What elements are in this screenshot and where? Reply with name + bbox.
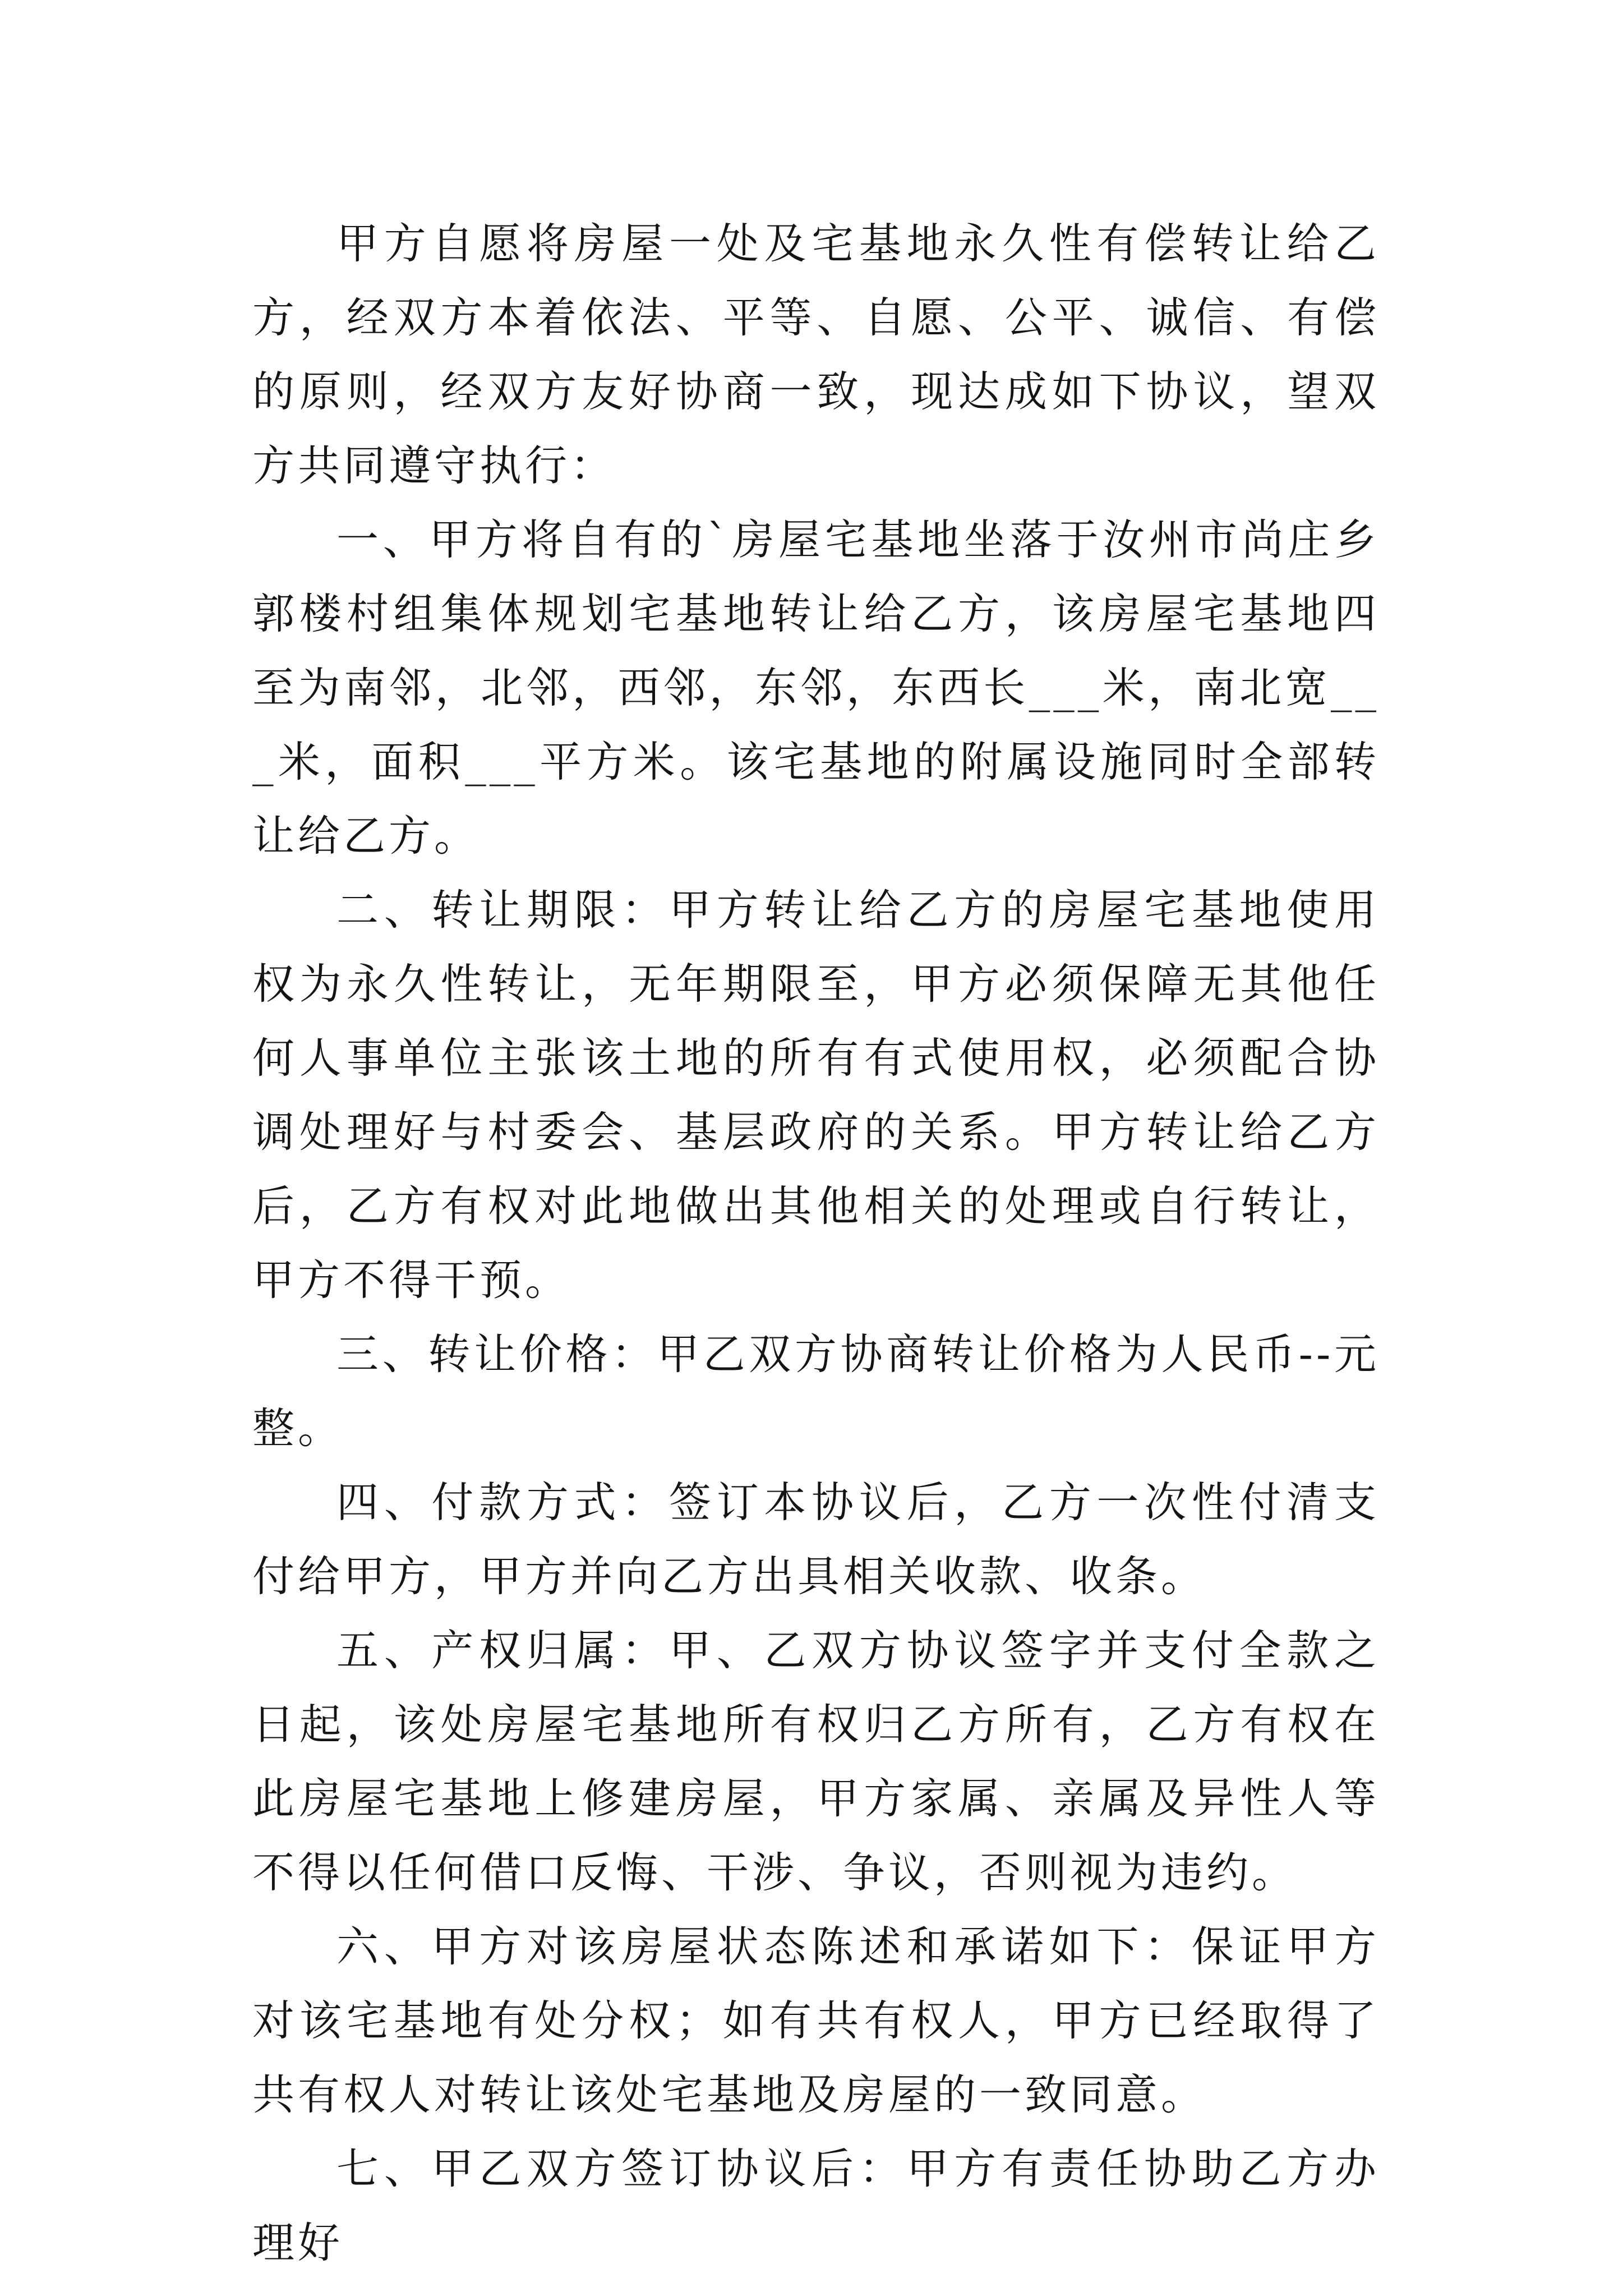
paragraph-preamble: 甲方自愿将房屋一处及宅基地永久性有偿转让给乙方，经双方本着依法、平等、自愿、公平、诚信、有偿的原则，经双方友好协商一致，现达成如下协议，望双方共同遵守执行： [252,219,1380,490]
paragraph-clause-6: 六、甲方对该房屋状态陈述和承诺如下：保证甲方对该宅基地有处分权；如有共有权人，甲方已经取得了共有权人对转让该处宅基地及房屋的一致同意。 [252,1922,1380,2119]
document-body [252,206,1380,2280]
paragraph-clause-5: 五、产权归属：甲、乙双方协议签字并支付全款之日起，该处房屋宅基地所有权归乙方所有，乙方有权在此房屋宅基地上修建房屋，甲方家属、亲属及异性人等不得以任何借口反悔、干涉、争议，否则视为违约。 [252,1626,1380,1897]
paragraph-clause-4: 四、付款方式：签订本协议后，乙方一次性付清支付给甲方，甲方并向乙方出具相关收款、收条。 [252,1478,1380,1601]
paragraph-clause-3: 三、转让价格：甲乙双方协商转让价格为人民币--元整。 [252,1329,1380,1453]
paragraph-clause-7: 七、甲乙双方签订协议后：甲方有责任协助乙方办理好 [252,2144,1380,2267]
paragraph-clause-1: 一、甲方将自有的`房屋宅基地坐落于汝州市尚庄乡郭楼村组集体规划宅基地转让给乙方，该房屋宅基地四至为南邻，北邻，西邻，东邻，东西长___米，南北宽___米，面积___平方米。该宅基地的附属设施同时全部转让给乙方。 [252,515,1380,861]
paragraph-clause-2: 二、转让期限：甲方转让给乙方的房屋宅基地使用权为永久性转让，无年期限至，甲方必须保障无其他任何人事单位主张该土地的所有有式使用权，必须配合协调处理好与村委会、基层政府的关系。甲方转让给乙方后，乙方有权对此地做出其他相关的处理或自行转让，甲方不得干预。 [252,885,1380,1305]
